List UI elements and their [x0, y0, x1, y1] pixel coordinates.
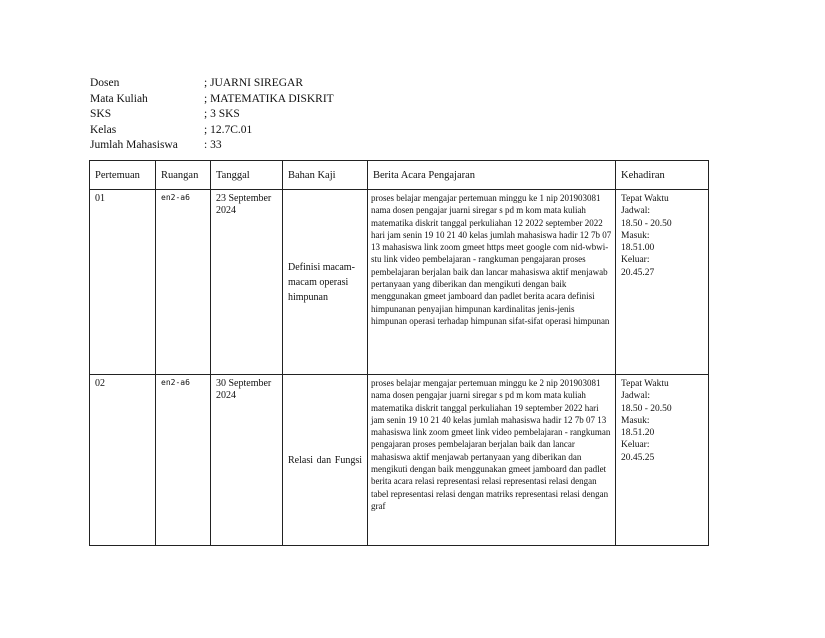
keluar-value: 20.45.25 [621, 452, 655, 463]
cell-pertemuan: 01 [90, 190, 156, 375]
col-header-berita: Berita Acara Pengajaran [368, 161, 616, 190]
cell-tanggal: 30 September 2024 [211, 375, 283, 546]
attendance-status: Tepat Waktu [621, 194, 669, 204]
table-header-row [90, 161, 709, 190]
jadwal-value: 18.50 - 20.50 [621, 403, 672, 414]
keluar-value: 20.45.27 [621, 267, 655, 278]
header-row-kelas [90, 123, 334, 139]
jumlah-label: Jumlah Mahasiswa [90, 139, 178, 151]
table-row [90, 375, 709, 546]
jumlah-value: : 33 [204, 139, 222, 151]
col-header-tanggal: Tanggal [211, 161, 283, 190]
header-row-sks [90, 107, 334, 123]
dosen-label: Dosen [90, 77, 120, 89]
cell-bahan [283, 190, 368, 375]
jadwal-value: 18.50 - 20.50 [621, 218, 672, 229]
cell-tanggal: 23 September 2024 [211, 190, 283, 375]
kelas-label: Kelas [90, 123, 117, 136]
cell-kehadiran [616, 375, 709, 546]
keluar-label: Keluar: [621, 255, 650, 266]
header-row-jumlah [90, 138, 334, 154]
cell-pertemuan: 02 [90, 375, 156, 546]
kelas-value: ; 12.7C.01 [204, 123, 253, 136]
cell-kehadiran [616, 190, 709, 375]
col-header-bahan: Bahan Kaji [283, 161, 368, 190]
cell-ruangan: en2-a6 [156, 375, 211, 546]
masuk-label: Masuk: [621, 230, 650, 241]
masuk-label: Masuk: [621, 415, 650, 426]
matkul-label: Mata Kuliah [90, 92, 148, 105]
jadwal-label: Jadwal: [621, 391, 651, 402]
col-header-pertemuan: Pertemuan [90, 161, 156, 190]
jadwal-label: Jadwal: [621, 206, 651, 217]
cell-ruangan: en2-a6 [156, 190, 211, 375]
cell-bahan [283, 375, 368, 546]
sks-label: SKS [90, 108, 112, 120]
bahan-text: Relasi dan Fungsi [288, 454, 362, 466]
cell-berita: proses belajar mengajar pertemuan minggu ke 2 nip 201903081 nama dosen pengajar juarni siregar s pd m kom mata kuliah matematika diskrit tanggal perkuliahan 19 september 2022 hari jam senin 19 10 21 40 kelas jumlah mahasiswa hadir 12 7b 07 13 mahasiswa link zoom gmeet link video pembelajaran - rangkuman pengajaran proses pembelajaran berjalan baik dan lancar mahasiswa aktif menjawab pertanyaan yang diberikan dan mengikuti dengan baik menggunakan gmeet jamboard dan padlet berita acara relasi representasi relasi representasi relasi dengan tabel representasi relasi dengan matriks representasi relasi dengan graf [368, 375, 616, 546]
masuk-value: 18.51.20 [621, 428, 655, 439]
table-row [90, 190, 709, 375]
sks-value: ; 3 SKS [204, 108, 240, 120]
col-header-ruangan: Ruangan [156, 161, 211, 190]
course-header [90, 76, 334, 154]
header-row-matkul [90, 92, 334, 108]
matkul-value: ; MATEMATIKA DISKRIT [204, 92, 334, 105]
cell-berita: proses belajar mengajar pertemuan minggu ke 1 nip 201903081 nama dosen pengajar juarni siregar s pd m kom mata kuliah matematika diskrit tanggal perkuliahan 12 2022 september 2022 hari jam senin 19 10 21 40 kelas jumlah mahasiswa hadir 12 7b 07 13 mahasiswa link zoom gmeet https meet google com nid-wbwi-stu link video pembelajaran - rangkuman pengajaran proses pembelajaran berjalan baik dan lancar mahasiswa aktif menjawab pertanyaan yang diberikan dan mengikuti dengan baik menggunakan gmeet jamboard dan padlet berita acara definisi himpunanan penyajian himpunan kardinalitas jenis-jenis himpunan operasi terhadap himpunan sifat-sifat operasi himpunan [368, 190, 616, 375]
keluar-label: Keluar: [621, 440, 650, 451]
bahan-text: Definisi macam-macam operasi himpunan [288, 261, 355, 303]
dosen-value: ; JUARNI SIREGAR [204, 77, 304, 89]
header-row-dosen [90, 76, 334, 92]
col-header-kehadiran: Kehadiran [616, 161, 709, 190]
attendance-status: Tepat Waktu [621, 379, 669, 389]
teaching-log-table [89, 160, 709, 546]
masuk-value: 18.51.00 [621, 243, 655, 254]
